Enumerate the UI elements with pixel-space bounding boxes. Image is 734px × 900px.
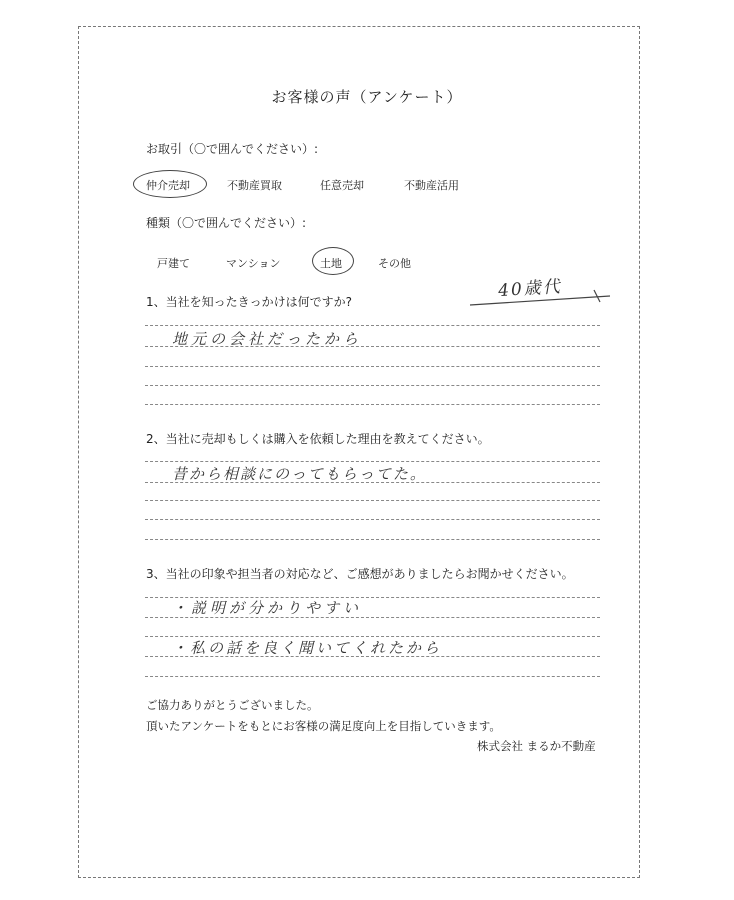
option-sonota: その他 — [378, 257, 411, 270]
answer-line — [145, 656, 600, 657]
age-handwritten-note: 40歳代 — [497, 276, 563, 302]
answer-line — [145, 519, 600, 520]
type-label: 種類（〇で囲んでください）: — [146, 216, 307, 230]
answer-1-text: 地元の会社だったから — [172, 330, 363, 348]
answer-line — [145, 404, 600, 405]
question-3: 3、当社の印象や担当者の対応など、ご感想がありましたらお聞かせください。 — [146, 567, 574, 581]
option-mansion: マンション — [226, 257, 281, 270]
company-name: 株式会社 まるか不動産 — [477, 739, 596, 753]
answer-line — [145, 385, 600, 386]
option-nini-baikyaku: 任意売却 — [320, 179, 364, 192]
answer-line — [145, 346, 600, 347]
option-tochi: 土地 — [320, 257, 342, 270]
survey-title: お客様の声（アンケート） — [271, 88, 463, 106]
question-2: 2、当社に売却もしくは購入を依頼した理由を教えてください。 — [146, 432, 490, 446]
answer-line — [145, 461, 600, 462]
answer-line — [145, 617, 600, 618]
option-fudosan-katsuyo: 不動産活用 — [404, 179, 459, 192]
answer-line — [145, 500, 600, 501]
answer-3-text-line-1: ・説明が分かりやすい — [172, 599, 363, 617]
answer-2-text: 昔から相談にのってもらってた。 — [172, 465, 427, 483]
thanks-text: ご協力ありがとうございました。 — [146, 698, 319, 712]
answer-line — [145, 366, 600, 367]
answer-line — [145, 325, 600, 326]
answer-line — [145, 539, 600, 540]
option-kodate: 戸建て — [157, 257, 190, 270]
option-fudosan-kaitori: 不動産買取 — [227, 179, 282, 192]
transaction-label: お取引（〇で囲んでください）: — [146, 142, 319, 156]
message-text: 頂いたアンケートをもとにお客様の満足度向上を目指していきます。 — [146, 719, 501, 733]
answer-3-text-line-2: ・私の話を良く聞いてくれたから — [172, 639, 443, 657]
answer-line — [145, 482, 600, 483]
answer-line — [145, 676, 600, 677]
option-chukai-baikyaku: 仲介売却 — [146, 179, 190, 192]
question-1: 1、当社を知ったきっかけは何ですか? — [146, 295, 353, 309]
